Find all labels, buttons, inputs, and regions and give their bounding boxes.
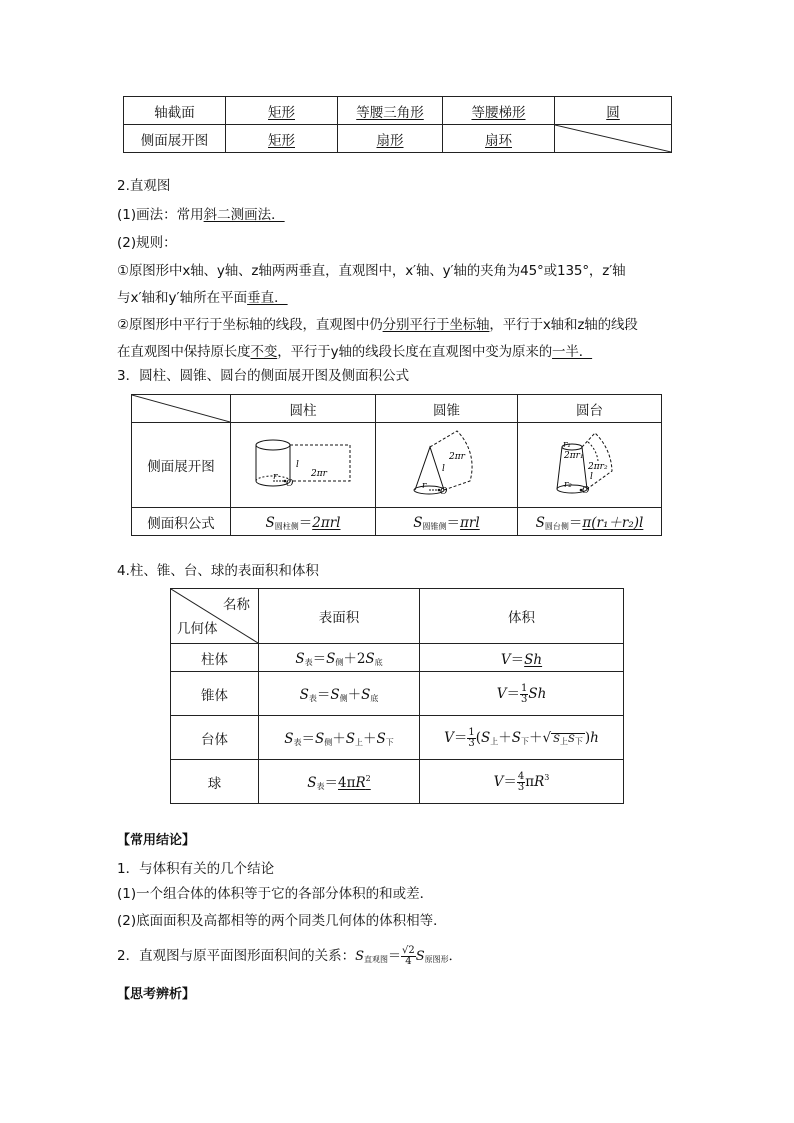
table1-cell: 矩形 [226, 125, 338, 153]
volume-formula: V＝ $\frac{4}{3}$ $\pi R^3$ [420, 760, 624, 804]
formula-cone: $S_{圆锥侧}=\pi rl$ [376, 508, 518, 536]
column-header: 圆柱 [231, 395, 376, 423]
answer-blank: 一半． [552, 344, 593, 360]
section-2-p2: (2)规则： [117, 235, 177, 251]
table1-cell: 等腰梯形 [443, 97, 555, 125]
fig-label: 2πr₁ [563, 451, 584, 461]
table3-corner-cell [132, 395, 231, 423]
row-name: 球 [171, 760, 259, 804]
table1-cell: 扇环 [443, 125, 555, 153]
cone-net-figure [376, 423, 518, 508]
table1-empty-diagonal-cell [555, 125, 672, 153]
answer-blank: 2πrl [312, 515, 341, 531]
fig-label: r [421, 481, 426, 491]
table4-corner-cell [171, 589, 259, 644]
answer-blank: π(r₁＋r₂)l [582, 515, 644, 531]
fig-label: O [439, 487, 447, 497]
fig-label: r₁ [562, 440, 571, 450]
rule-2-line-1: ②原图形中平行于坐标轴的线段，直观图中仍分别平行于坐标轴，平行于x轴和z轴的线段 [117, 317, 638, 333]
fig-label: l [296, 460, 299, 470]
conclusions-heading: 【常用结论】 [117, 833, 196, 848]
surface-volume-table [170, 588, 624, 804]
table1-cell: 等腰三角形 [338, 97, 443, 125]
formula-frustum: $S_{圆台侧}=\pi(r_1+r_2)l$ [518, 508, 662, 536]
column-header: 圆台 [518, 395, 662, 423]
fig-label: r [273, 472, 278, 482]
formula-cylinder: $S_{圆柱侧}=2\pi rl$ [231, 508, 376, 536]
section-2-heading: 2.直观图 [117, 178, 171, 194]
conclusion-1b: (2)底面面积及高都相等的两个同类几何体的体积相等． [117, 913, 447, 929]
row-name: 锥体 [171, 672, 259, 716]
table1-cell: 扇形 [338, 125, 443, 153]
section-4-heading: 4.柱、锥、台、球的表面积和体积 [117, 563, 319, 579]
rule-1-line-2: 与x′轴和y′轴所在平面垂直． [117, 290, 288, 306]
answer-blank: 不变 [250, 344, 278, 360]
fig-label: 2πr [311, 469, 327, 479]
surface-formula: $S_表=4\pi R^2$ [259, 760, 420, 804]
volume-formula: V＝ $\frac{1}{3}$ ($S_上+S_下+√$ $S_上S_下$ )h [420, 716, 624, 760]
corner-top-label: 名称 [223, 597, 250, 613]
column-header: 表面积 [259, 589, 420, 644]
surface-formula: $S_表=S_侧+S_底$ [259, 672, 420, 716]
answer-blank: 斜二测画法． [203, 207, 285, 223]
section-3-heading: 3．圆柱、圆锥、圆台的侧面展开图及侧面积公式 [117, 368, 410, 384]
fig-label: O [286, 479, 294, 489]
fig-label: r₂ [563, 480, 572, 490]
rule-2-line-2: 在直观图中保持原长度不变，平行于y轴的线段长度在直观图中变为原来的一半． [117, 344, 593, 360]
answer-blank: πrl [460, 515, 480, 531]
table1-cell: 圆 [555, 97, 672, 125]
rule-1-line-1: ①原图形中x轴、y轴、z轴两两垂直，直观图中，x′轴、y′轴的夹角为45°或135°，z′轴 [117, 263, 626, 279]
table1-cell: 矩形 [226, 97, 338, 125]
row-label: 侧面积公式 [132, 508, 231, 536]
corner-bottom-label: 几何体 [177, 621, 218, 637]
analysis-heading: 【思考辨析】 [117, 987, 196, 1002]
surface-formula: $S_表=S_侧+2S_底$ [259, 644, 420, 672]
row-name: 台体 [171, 716, 259, 760]
fig-label: l [589, 472, 593, 482]
row-label: 侧面展开图 [132, 423, 231, 508]
conclusion-2: 2．直观图与原平面图形面积间的关系：$S_{直观图}=$ $\frac{√2}{4}$ $S_{原图形}$． [117, 945, 462, 967]
table1-row-label: 侧面展开图 [124, 125, 226, 153]
fig-label: 2πr₂ [587, 462, 608, 472]
column-header: 体积 [420, 589, 624, 644]
volume-formula: V＝Sh [420, 644, 624, 672]
conclusion-1a: (1)一个组合体的体积等于它的各部分体积的和或差． [117, 886, 434, 902]
column-header: 圆锥 [376, 395, 518, 423]
section-2-p1: (1)画法：常用斜二测画法． [117, 207, 285, 223]
lateral-area-table [131, 394, 662, 536]
volume-formula: V＝ $\frac{1}{3}$ Sh [420, 672, 624, 716]
row-name: 柱体 [171, 644, 259, 672]
answer-blank: 垂直． [247, 290, 288, 306]
conclusion-1: 1．与体积有关的几个结论 [117, 861, 275, 877]
answer-blank: 分别平行于坐标轴 [382, 317, 490, 333]
fig-label: 2πr [448, 452, 465, 462]
surface-formula: $S_表=S_侧+S_上+S_下$ [259, 716, 420, 760]
fig-label: O [581, 486, 589, 496]
cylinder-net-figure [231, 423, 376, 508]
fig-label: l [441, 464, 445, 474]
axis-section-table [123, 96, 672, 153]
table1-row-label: 轴截面 [124, 97, 226, 125]
frustum-net-figure [518, 423, 662, 508]
